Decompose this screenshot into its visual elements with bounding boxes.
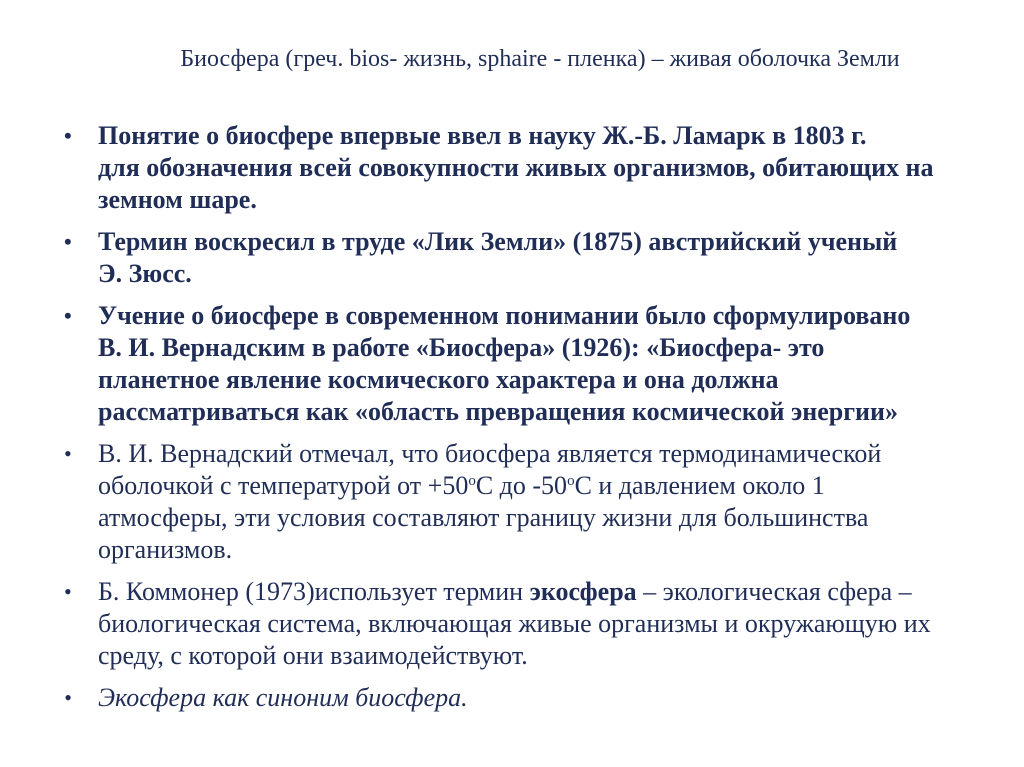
- bullet-line: атмосферы, эти условия составляют границу жизни для большинства: [98, 503, 869, 532]
- bullet-dot-icon: •: [64, 229, 72, 254]
- bullet-item-vernadsky-teaching: [64, 300, 1020, 428]
- bullet-dot-icon: •: [64, 303, 72, 328]
- bullet-dot-icon: •: [64, 579, 72, 604]
- bullet-line: планетное явление космического характера и она должна: [98, 365, 779, 394]
- text-segment: С до -50: [475, 471, 568, 500]
- bullet-line: Э. Зюсс.: [98, 259, 192, 288]
- bullet-line-temperature: [98, 470, 1020, 502]
- bullet-dot-icon: •: [64, 685, 72, 710]
- bullet-line: среду, с которой они взаимодействуют.: [98, 641, 528, 670]
- text-segment: – экологическая сфера –: [636, 577, 912, 606]
- bullet-item-suess: [64, 226, 1020, 290]
- bullet-line: рассматриваться как «область превращения космической энергии»: [98, 397, 899, 426]
- text-segment: оболочкой с температурой от +50: [98, 471, 469, 500]
- bullet-line: В. И. Вернадским в работе «Биосфера» (1926): «Биосфера- это: [98, 333, 825, 362]
- bullet-line: Экосфера как синоним биосфера.: [98, 683, 468, 712]
- text-segment: С и давлением около 1: [574, 471, 825, 500]
- bullet-line: Понятие о биосфере впервые ввел в науку Ж.-Б. Ламарк в 1803 г.: [98, 121, 867, 150]
- bullet-line: для обозначения всей совокупности живых организмов, обитающих на: [98, 153, 934, 182]
- bullet-line: Учение о биосфере в современном понимании было сформулировано: [98, 301, 911, 330]
- bullet-item-vernadsky-thermo: [64, 438, 1020, 566]
- bullet-item-commoner: [64, 576, 1020, 672]
- bullet-line: Термин воскресил в труде «Лик Земли» (1875) австрийский ученый: [98, 227, 898, 256]
- bullet-item-lamarck: [64, 120, 1020, 216]
- bullet-line: организмов.: [98, 535, 233, 564]
- bullet-line-ecosphere: [98, 576, 1020, 608]
- bullet-dot-icon: •: [64, 441, 72, 466]
- bullet-line: В. И. Вернадский отмечал, что биосфера является термодинамической: [98, 439, 882, 468]
- bullet-line: биологическая система, включающая живые организмы и окружающую их: [98, 609, 931, 638]
- degree-mark: о: [468, 473, 476, 489]
- bullet-line: земном шаре.: [98, 185, 257, 214]
- bullet-item-synonym: [64, 682, 1020, 714]
- bullet-dot-icon: •: [64, 123, 72, 148]
- degree-mark: о: [567, 473, 575, 489]
- bullet-list: [64, 120, 1020, 724]
- keyword-ecosphere: экосфера: [529, 577, 637, 606]
- slide-title: Биосфера (греч. bios- жизнь, sphaire - пленка) – живая оболочка Земли: [180, 46, 900, 72]
- text-segment: Б. Коммонер (1973)использует термин: [98, 577, 530, 606]
